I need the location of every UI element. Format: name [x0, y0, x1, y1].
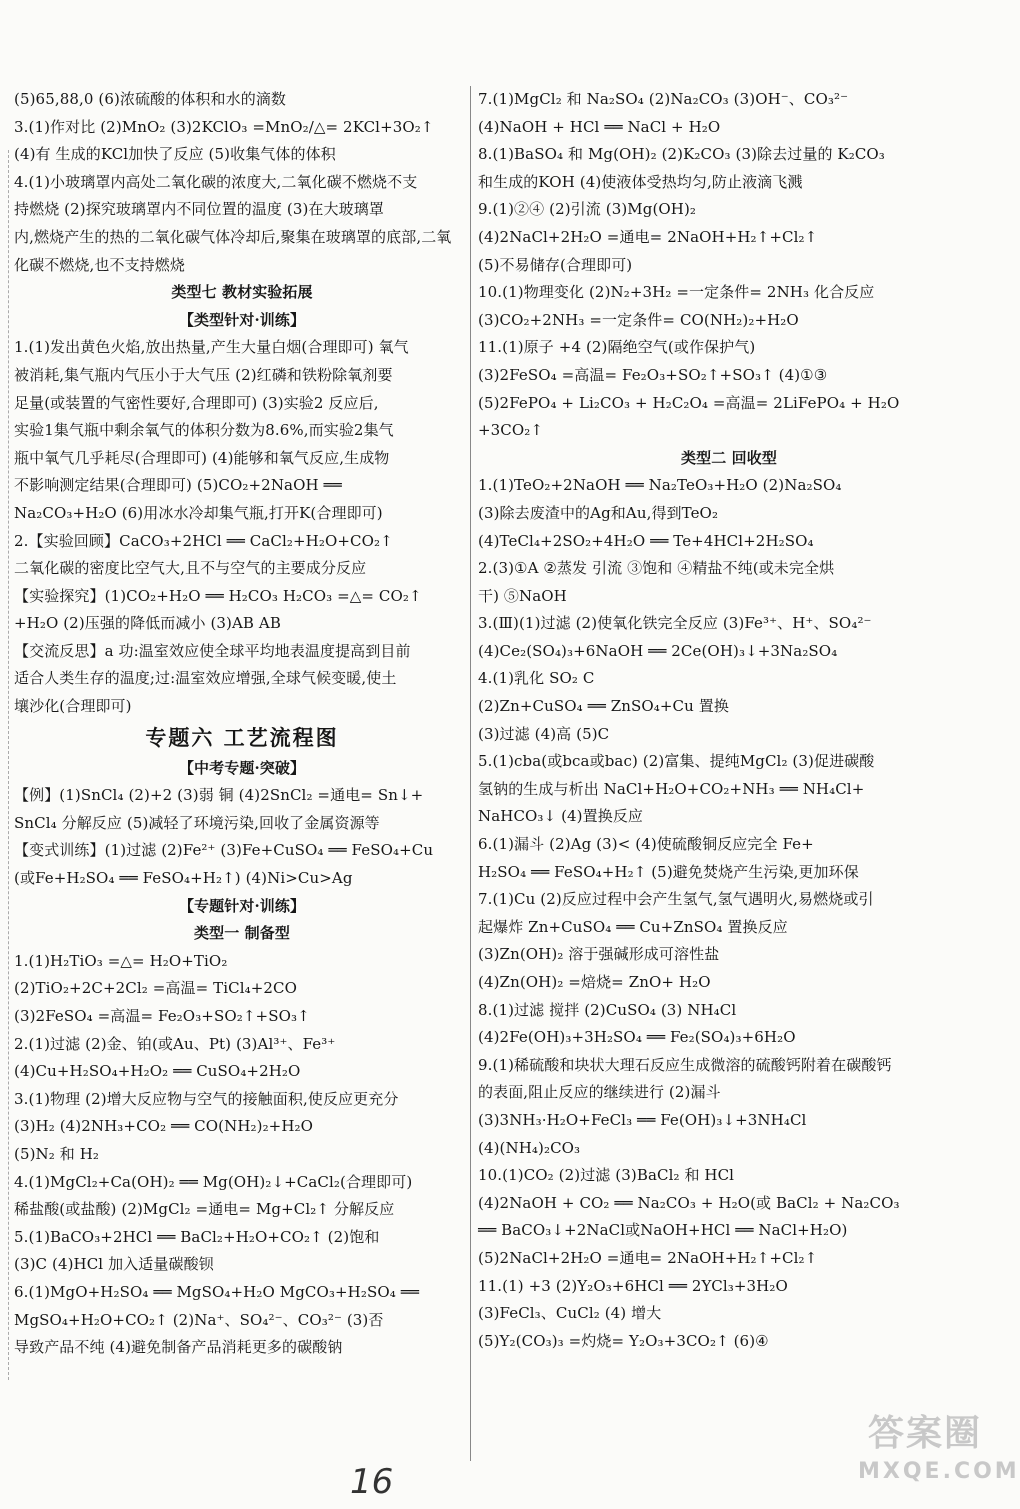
- answer-line: (4)Zn(OH)₂ =焙烧= ZnO+ H₂O: [478, 973, 711, 991]
- answer-line: 不影响测定结果(合理即可) (5)CO₂+2NaOH ══: [14, 476, 342, 495]
- answer-line: (5)N₂ 和 H₂: [14, 1144, 100, 1163]
- section-heading: 类型一 制备型: [194, 924, 290, 943]
- answer-line: 实验1集气瓶中剩余氧气的体积分数为8.6%,而实验2集气: [14, 421, 394, 440]
- answer-line: 2.【实验回顾】CaCO₃+2HCl ══ CaCl₂+H₂O+CO₂↑: [14, 531, 393, 550]
- watermark-url: MXQE.COM: [858, 1459, 1020, 1484]
- answer-line: 7.(1)Cu (2)反应过程中会产生氢气,氢气遇明火,易燃烧或引: [478, 890, 874, 909]
- answer-line: (3)H₂ (4)2NH₃+CO₂ ══ CO(NH₂)₂+H₂O: [14, 1117, 314, 1136]
- answer-line: Na₂CO₃+H₂O (6)用冰水冷却集气瓶,打开K(合理即可): [14, 503, 383, 522]
- answer-line: (4)2NaCl+2H₂O =通电= 2NaOH+H₂↑+Cl₂↑: [478, 227, 818, 246]
- section-heading: 类型七 教材实验拓展: [171, 283, 313, 302]
- answer-line: ══ BaCO₃↓+2NaCl或NaOH+HCl ══ NaCl+H₂O): [478, 1221, 848, 1240]
- answer-line: 9.(1)②④ (2)引流 (3)Mg(OH)₂: [478, 200, 697, 219]
- answer-line: (3)C (4)HCl 加入适量碳酸钡: [14, 1255, 214, 1274]
- watermark-logo-text: 答案圈: [867, 1413, 982, 1454]
- answer-line: NaHCO₃↓ (4)置换反应: [478, 807, 644, 826]
- answer-line: (3)3NH₃·H₂O+FeCl₃ ══ Fe(OH)₃↓+3NH₄Cl: [478, 1110, 807, 1129]
- answer-line: (4)NaOH + HCl ══ NaCl + H₂O: [478, 117, 721, 136]
- answer-line: (4)TeCl₄+2SO₂+4H₂O ══ Te+4HCl+2H₂SO₄: [478, 531, 814, 550]
- column-divider: [470, 86, 471, 1461]
- answer-line: MgSO₄+H₂O+CO₂↑ (2)Na⁺、SO₄²⁻、CO₃²⁻ (3)否: [14, 1310, 384, 1329]
- answer-line: 2.(3)①A ②蒸发 引流 ③饱和 ④精盐不纯(或未完全烘: [478, 559, 835, 578]
- answer-line: 3.(Ⅲ)(1)过滤 (2)使氧化铁完全反应 (3)Fe³⁺、H⁺、SO₄²⁻: [478, 614, 872, 633]
- answer-line: 2.(1)过滤 (2)金、铂(或Au、Pt) (3)Al³⁺、Fe³⁺: [14, 1034, 336, 1053]
- answer-line: 内,燃烧产生的热的二氧化碳气体冷却后,聚集在玻璃罩的底部,二氧: [14, 227, 452, 246]
- answer-line: SnCl₄ 分解反应 (5)减轻了环境污染,回收了金属资源等: [14, 813, 380, 832]
- answer-line: 5.(1)cba(或bca或bac) (2)富集、提纯MgCl₂ (3)促进碳酸: [478, 752, 875, 771]
- answer-line: (4)有 生成的KCl加快了反应 (5)收集气体的体积: [14, 145, 336, 164]
- section-heading: 【专题针对·训练】: [178, 896, 306, 915]
- answer-line: 4.(1)小玻璃罩内高处二氧化碳的浓度大,二氧化碳不燃烧不支: [14, 172, 418, 191]
- answer-line: 【实验探究】(1)CO₂+H₂O ══ H₂CO₃ H₂CO₃ =△= CO₂↑: [14, 586, 422, 605]
- answer-line: 起爆炸 Zn+CuSO₄ ══ Cu+ZnSO₄ 置换反应: [478, 917, 788, 936]
- answer-line: 9.(1)稀硫酸和块状大理石反应生成微溶的硫酸钙附着在碳酸钙: [478, 1055, 892, 1074]
- answer-line: 4.(1)MgCl₂+Ca(OH)₂ ══ Mg(OH)₂↓+CaCl₂(合理即可): [14, 1172, 413, 1191]
- answer-line: (3)2FeSO₄ =高温= Fe₂O₃+SO₂↑+SO₃↑: [14, 1007, 310, 1025]
- answer-line: 被消耗,集气瓶内气压小于大气压 (2)红磷和铁粉除氧剂要: [14, 365, 393, 384]
- answer-line: 6.(1)MgO+H₂SO₄ ══ MgSO₄+H₂O MgCO₃+H₂SO₄ ══: [14, 1282, 419, 1301]
- margin-rule: [8, 150, 10, 1380]
- answer-line: (5)不易储存(合理即可): [478, 255, 633, 274]
- answer-line: (4)2Fe(OH)₃+3H₂SO₄ ══ Fe₂(SO₄)₃+6H₂O: [478, 1028, 796, 1047]
- answer-line: (或Fe+H₂SO₄ ══ FeSO₄+H₂↑) (4)Ni>Cu>Ag: [14, 869, 353, 888]
- answer-line: 3.(1)作对比 (2)MnO₂ (3)2KClO₃ =MnO₂/△= 2KCl+3O₂↑: [14, 117, 434, 136]
- answer-line: +H₂O (2)压强的降低而减小 (3)AB AB: [14, 614, 281, 633]
- answer-line: 8.(1)BaSO₄ 和 Mg(OH)₂ (2)K₂CO₃ (3)除去过量的 K₂CO₃: [478, 145, 885, 164]
- answer-line: (3)Zn(OH)₂ 溶于强碱形成可溶性盐: [478, 945, 720, 964]
- answer-line: 【例】(1)SnCl₄ (2)+2 (3)弱 铜 (4)2SnCl₂ =通电= Sn↓+: [14, 786, 424, 805]
- left-column: [14, 86, 470, 1362]
- right-column: [478, 86, 980, 1355]
- answer-line: 10.(1)CO₂ (2)过滤 (3)BaCl₂ 和 HCl: [478, 1166, 735, 1185]
- answer-line: 适合人类生存的温度;过:温室效应增强,全球气候变暖,使土: [14, 669, 397, 688]
- answer-line: 【交流反思】a 功:温室效应使全球平均地表温度提高到目前: [14, 641, 411, 660]
- answer-line: 1.(1)TeO₂+2NaOH ══ Na₂TeO₃+H₂O (2)Na₂SO₄: [478, 476, 842, 495]
- section-heading: 【中考专题·突破】: [178, 758, 306, 777]
- section-heading: 类型二 回收型: [681, 448, 777, 467]
- answer-line: (3)CO₂+2NH₃ =一定条件= CO(NH₂)₂+H₂O: [478, 310, 799, 329]
- answer-line: 持燃烧 (2)探究玻璃罩内不同位置的温度 (3)在大玻璃罩: [14, 200, 384, 219]
- answer-line: 【变式训练】(1)过滤 (2)Fe²⁺ (3)Fe+CuSO₄ ══ FeSO₄+Cu: [14, 841, 434, 860]
- answer-line: 氢钠的生成与析出 NaCl+H₂O+CO₂+NH₃ ══ NH₄Cl+: [478, 779, 865, 798]
- answer-line: 二氧化碳的密度比空气大,且不与空气的主要成分反应: [14, 559, 367, 578]
- answer-line: 5.(1)BaCO₃+2HCl ══ BaCl₂+H₂O+CO₂↑ (2)饱和: [14, 1227, 380, 1246]
- answer-line: (3)2FeSO₄ =高温= Fe₂O₃+SO₂↑+SO₃↑ (4)①③: [478, 365, 828, 384]
- answer-line: H₂SO₄ ══ FeSO₄+H₂↑ (5)避免焚烧产生污染,更加环保: [478, 862, 859, 881]
- answer-line: 3.(1)物理 (2)增大反应物与空气的接触面积,使反应更充分: [14, 1089, 399, 1108]
- answer-line: (5)Y₂(CO₃)₃ =灼烧= Y₂O₃+3CO₂↑ (6)④: [478, 1331, 769, 1350]
- answer-line: 8.(1)过滤 搅拌 (2)CuSO₄ (3) NH₄Cl: [478, 1000, 737, 1019]
- answer-line: 1.(1)发出黄色火焰,放出热量,产生大量白烟(合理即可) 氧气: [14, 338, 409, 357]
- answer-line: +3CO₂↑: [478, 421, 544, 440]
- answer-line: (3)过滤 (4)高 (5)C: [478, 724, 610, 743]
- answer-line: 的表面,阻止反应的继续进行 (2)漏斗: [478, 1083, 721, 1102]
- answer-line: (4)Ce₂(SO₄)₃+6NaOH ══ 2Ce(OH)₃↓+3Na₂SO₄: [478, 641, 838, 660]
- answer-line: 干) ⑤NaOH: [478, 586, 567, 605]
- answer-line: (3)FeCl₃、CuCl₂ (4) 增大: [478, 1304, 662, 1323]
- answer-line: (4)2NaOH + CO₂ ══ Na₂CO₃ + H₂O(或 BaCl₂ + Na₂CO₃: [478, 1193, 900, 1212]
- answer-line: 导致产品不纯 (4)避免制备产品消耗更多的碳酸钠: [14, 1338, 343, 1357]
- answer-line: (4)Cu+H₂SO₄+H₂O₂ ══ CuSO₄+2H₂O: [14, 1062, 301, 1081]
- answer-line: (5)2FePO₄ + Li₂CO₃ + H₂C₂O₄ =高温= 2LiFePO₄ + H₂O: [478, 393, 900, 412]
- answer-line: 瓶中氧气几乎耗尽(合理即可) (4)能够和氧气反应,生成物: [14, 448, 390, 467]
- section-heading: 专题六 工艺流程图: [145, 724, 339, 750]
- answer-line: 壤沙化(合理即可): [14, 697, 132, 716]
- answer-line: 6.(1)漏斗 (2)Ag (3)< (4)使硫酸铜反应完全 Fe+: [478, 835, 814, 854]
- answer-line: (2)TiO₂+2C+2Cl₂ =高温= TiCl₄+2CO: [14, 979, 297, 998]
- answer-line: 和生成的KOH (4)使液体受热均匀,防止液滴飞溅: [478, 172, 803, 191]
- answer-line: 1.(1)H₂TiO₃ =△= H₂O+TiO₂: [14, 951, 228, 970]
- page-number: 16: [350, 1462, 394, 1502]
- answer-line: (5)65,88,0 (6)浓硫酸的体积和水的滴数: [14, 90, 287, 108]
- answer-line: (2)Zn+CuSO₄ ══ ZnSO₄+Cu 置换: [478, 697, 729, 716]
- answer-line: 11.(1)原子 +4 (2)隔绝空气(或作保护气): [478, 338, 756, 357]
- answer-line: (4)(NH₄)₂CO₃: [478, 1138, 581, 1157]
- answer-line: 7.(1)MgCl₂ 和 Na₂SO₄ (2)Na₂CO₃ (3)OH⁻、CO₃²⁻: [478, 90, 849, 108]
- answer-line: (5)2NaCl+2H₂O =通电= 2NaOH+H₂↑+Cl₂↑: [478, 1248, 818, 1267]
- section-heading: 【类型针对·训练】: [178, 310, 306, 329]
- answer-line: 11.(1) +3 (2)Y₂O₃+6HCl ══ 2YCl₃+3H₂O: [478, 1276, 788, 1295]
- answer-line: 10.(1)物理变化 (2)N₂+3H₂ =一定条件= 2NH₃ 化合反应: [478, 283, 875, 302]
- watermark: [858, 1410, 1020, 1502]
- answer-line: 稀盐酸(或盐酸) (2)MgCl₂ =通电= Mg+Cl₂↑ 分解反应: [14, 1200, 395, 1219]
- answer-line: 化碳不燃烧,也不支持燃烧: [14, 255, 185, 274]
- answer-line: (3)除去废渣中的Ag和Au,得到TeO₂: [478, 503, 719, 522]
- answer-line: 4.(1)乳化 SO₂ C: [478, 669, 595, 688]
- answer-line: 足量(或装置的气密性要好,合理即可) (3)实验2 反应后,: [14, 393, 379, 412]
